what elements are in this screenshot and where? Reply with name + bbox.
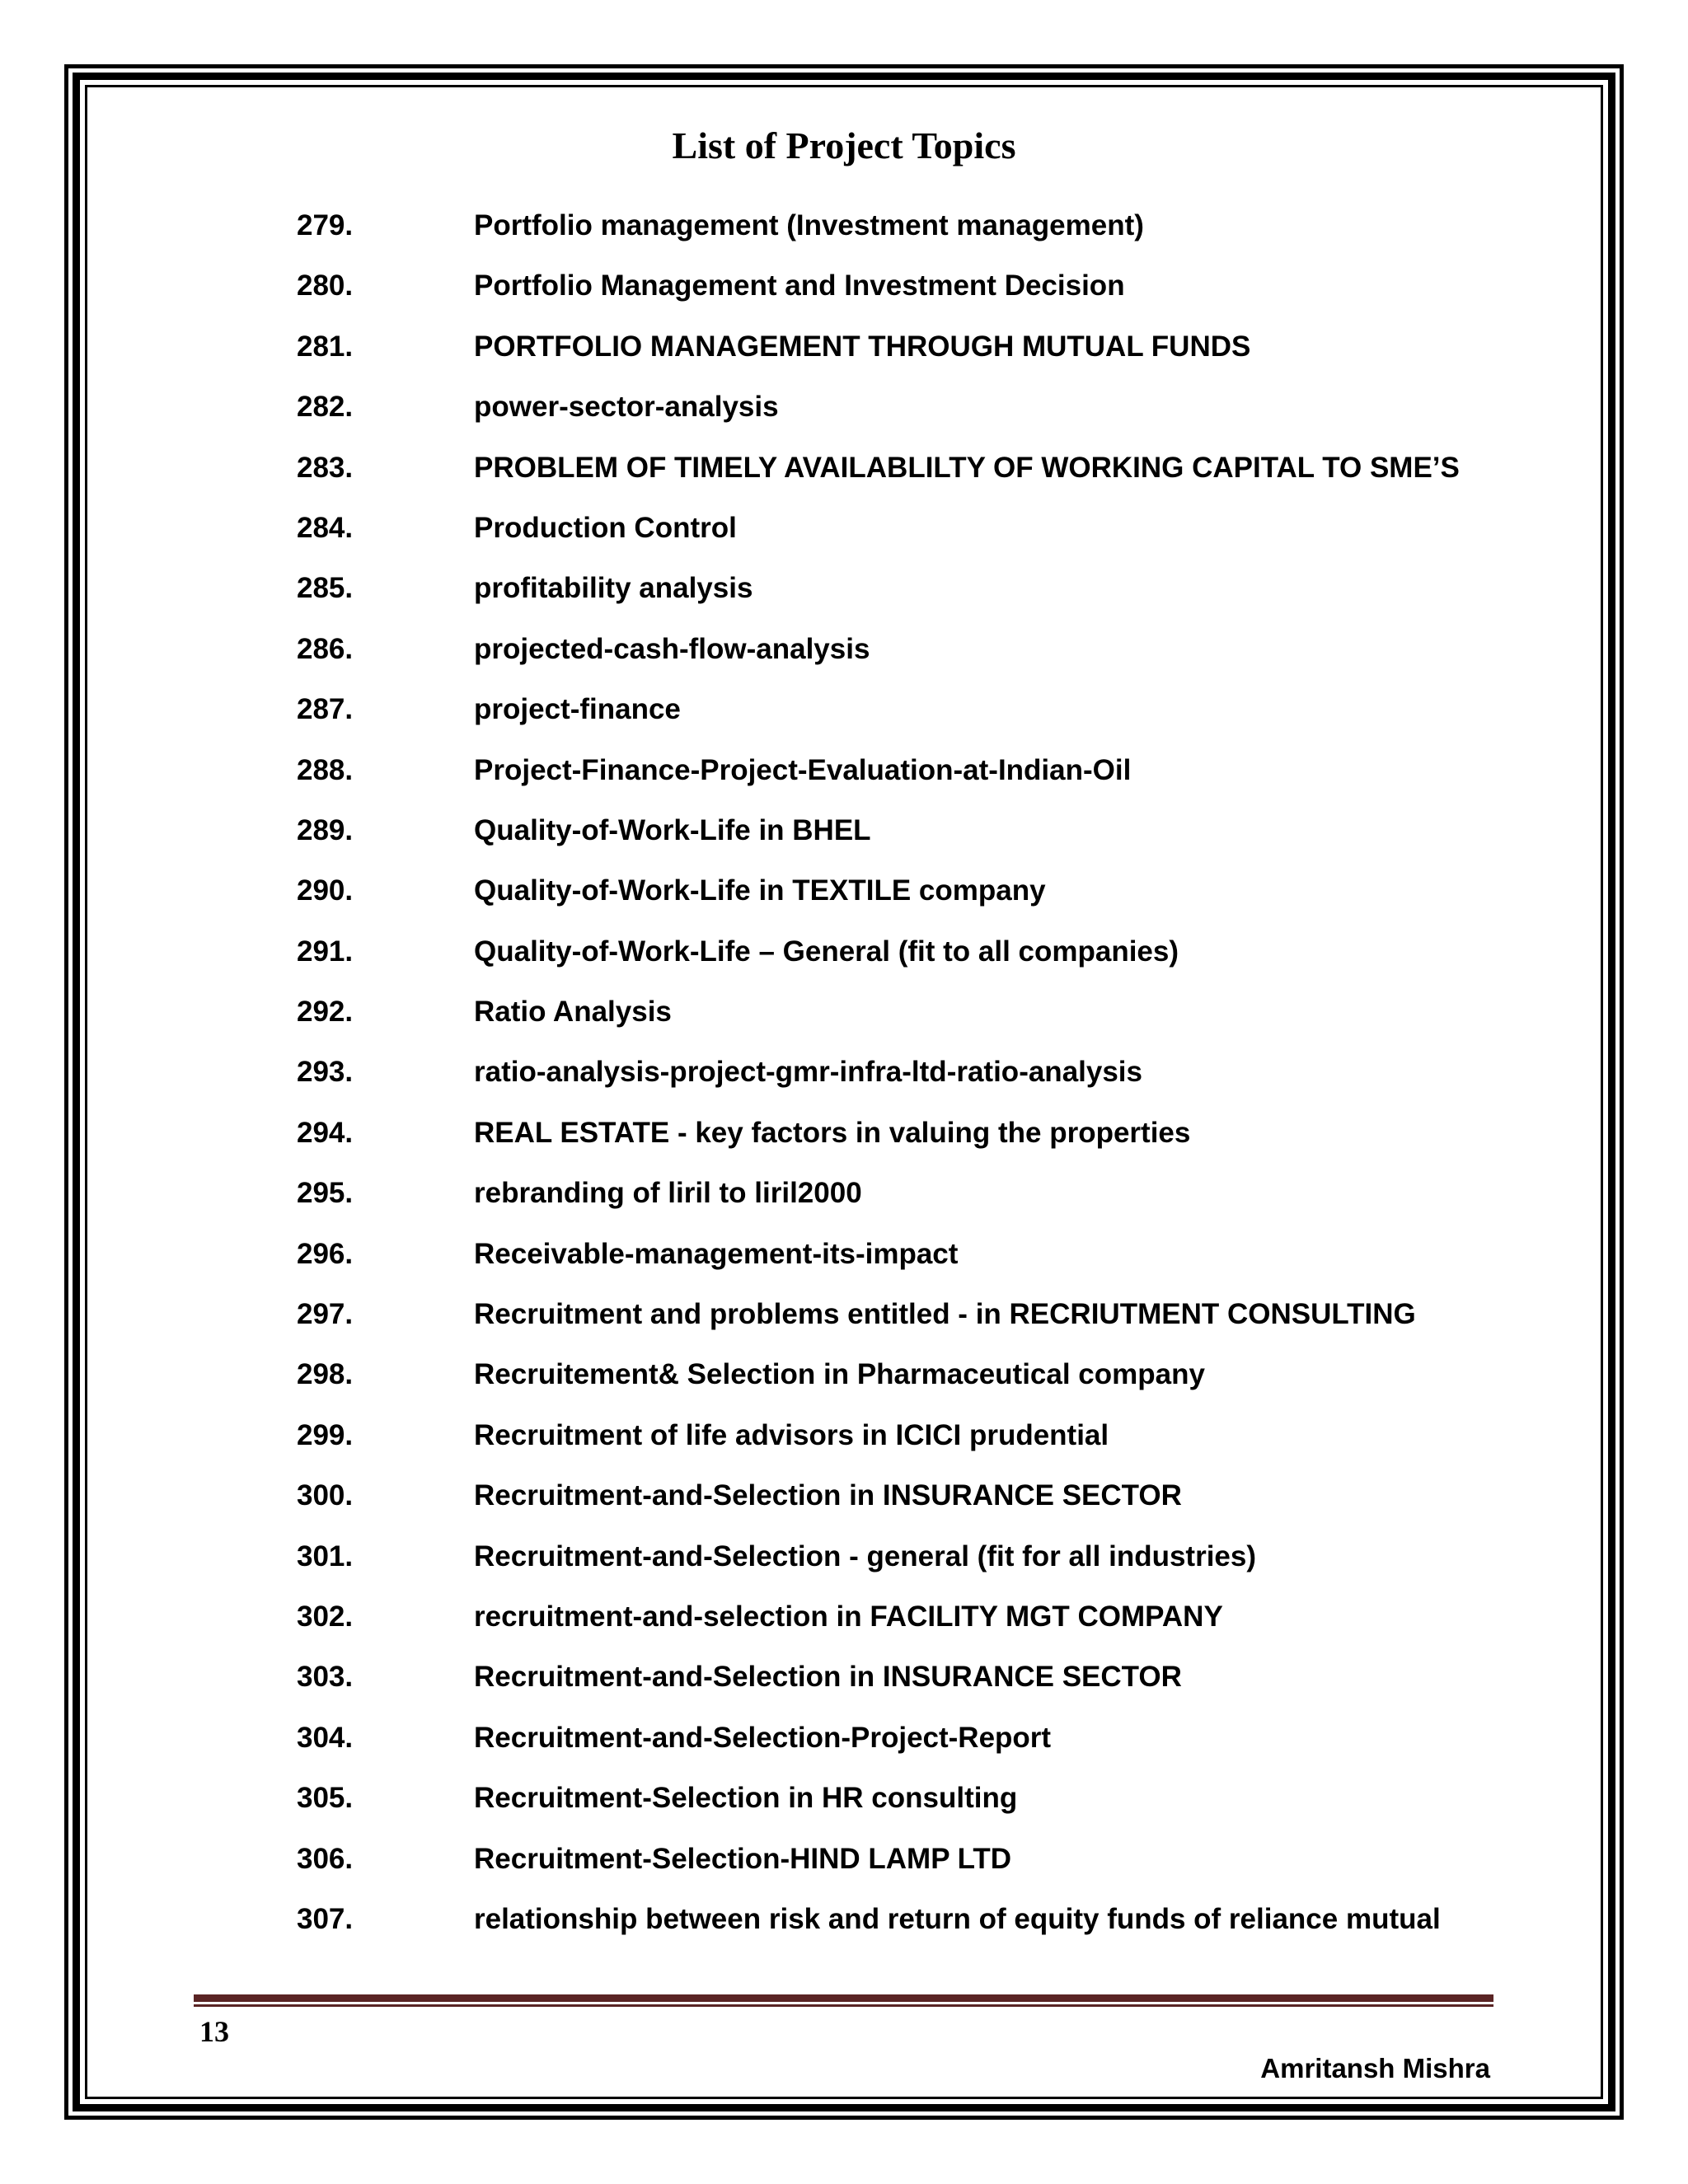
topic-row <box>0 1047 1688 1108</box>
topic-number: 291. <box>297 935 354 968</box>
topic-row <box>0 866 1688 926</box>
topic-row <box>0 382 1688 443</box>
topic-title: profitability analysis <box>474 572 753 605</box>
topic-title: relationship between risk and return of equity funds of reliance mutual <box>474 1902 1441 1935</box>
topic-title: rebranding of liril to liril2000 <box>474 1177 862 1210</box>
topic-number: 299. <box>297 1418 354 1451</box>
topic-row <box>0 625 1688 685</box>
topic-number: 284. <box>297 511 354 544</box>
topic-row <box>0 927 1688 987</box>
topic-row <box>0 1169 1688 1229</box>
topic-number: 292. <box>297 996 354 1029</box>
topic-row <box>0 443 1688 504</box>
topic-number: 283. <box>297 451 354 484</box>
topic-title: project-finance <box>474 693 681 726</box>
topic-number: 280. <box>297 269 354 302</box>
topic-title: power-sector-analysis <box>474 391 779 424</box>
topic-title: projected-cash-flow-analysis <box>474 632 870 665</box>
topic-title: Project-Finance-Project-Evaluation-at-Indian-Oil <box>474 753 1132 786</box>
topic-row <box>0 1592 1688 1652</box>
topic-row <box>0 1108 1688 1169</box>
topic-title: Recruitment-and-Selection - general (fit for all industries) <box>474 1540 1257 1572</box>
topic-number: 290. <box>297 874 354 907</box>
topic-title: Recruitment of life advisors in ICICI prudential <box>474 1418 1109 1451</box>
topic-title: Portfolio Management and Investment Decision <box>474 269 1125 302</box>
topic-row <box>0 1895 1688 1955</box>
topic-title: Quality-of-Work-Life in TEXTILE company <box>474 874 1046 907</box>
topic-title: Ratio Analysis <box>474 996 672 1029</box>
topic-title: Production Control <box>474 511 737 544</box>
topic-number: 298. <box>297 1358 354 1391</box>
topic-title: recruitment-and-selection in FACILITY MGT COMPANY <box>474 1600 1223 1633</box>
topic-number: 285. <box>297 572 354 605</box>
topic-number: 300. <box>297 1479 354 1512</box>
topic-title: PROBLEM OF TIMELY AVAILABLILTY OF WORKING CAPITAL TO SME’S <box>474 451 1460 484</box>
topic-number: 307. <box>297 1902 354 1935</box>
topic-number: 302. <box>297 1600 354 1633</box>
topic-title: Recruitement& Selection in Pharmaceutical company <box>474 1358 1205 1391</box>
topic-number: 279. <box>297 209 354 241</box>
page-number: 13 <box>199 2015 229 2048</box>
topic-title: Recruitment-Selection-HIND LAMP LTD <box>474 1842 1012 1875</box>
topic-title: Portfolio management (Investment management) <box>474 209 1144 241</box>
page-title: List of Project Topics <box>672 124 1016 166</box>
topic-row <box>0 1774 1688 1834</box>
topic-list <box>0 201 1688 1955</box>
topic-row <box>0 1532 1688 1592</box>
topic-row <box>0 1835 1688 1895</box>
footer-rule <box>194 1994 1493 2002</box>
topic-number: 301. <box>297 1540 354 1572</box>
topic-row <box>0 1411 1688 1471</box>
topic-row <box>0 1713 1688 1774</box>
topic-title: Receivable-management-its-impact <box>474 1237 959 1270</box>
topic-title: Recruitment-Selection in HR consulting <box>474 1782 1018 1815</box>
topic-number: 288. <box>297 753 354 786</box>
topic-row <box>0 685 1688 745</box>
topic-title: Recruitment-and-Selection in INSURANCE SECTOR <box>474 1479 1182 1512</box>
topic-row <box>0 1652 1688 1713</box>
topic-title: ratio-analysis-project-gmr-infra-ltd-ratio-analysis <box>474 1056 1142 1089</box>
topic-number: 287. <box>297 693 354 726</box>
topic-number: 286. <box>297 632 354 665</box>
topic-number: 295. <box>297 1177 354 1210</box>
topic-number: 281. <box>297 330 354 363</box>
topic-row <box>0 1350 1688 1410</box>
topic-row <box>0 504 1688 564</box>
topic-title: Recruitment-and-Selection in INSURANCE SECTOR <box>474 1661 1182 1694</box>
topic-number: 297. <box>297 1298 354 1331</box>
topic-number: 303. <box>297 1661 354 1694</box>
topic-number: 289. <box>297 813 354 846</box>
topic-row <box>0 1290 1688 1350</box>
topic-number: 293. <box>297 1056 354 1089</box>
footer-rule-thin <box>194 2004 1493 2007</box>
topic-row <box>0 261 1688 321</box>
topic-row <box>0 1230 1688 1290</box>
topic-row <box>0 987 1688 1047</box>
topic-title: REAL ESTATE - key factors in valuing the properties <box>474 1116 1191 1149</box>
topic-row <box>0 564 1688 624</box>
topic-row <box>0 201 1688 261</box>
topic-row <box>0 322 1688 382</box>
topic-title: Quality-of-Work-Life – General (fit to all companies) <box>474 935 1179 968</box>
topic-row <box>0 806 1688 866</box>
topic-row <box>0 746 1688 806</box>
topic-number: 282. <box>297 391 354 424</box>
topic-row <box>0 1471 1688 1531</box>
topic-title: Quality-of-Work-Life in BHEL <box>474 813 871 846</box>
topic-number: 294. <box>297 1116 354 1149</box>
topic-title: PORTFOLIO MANAGEMENT THROUGH MUTUAL FUNDS <box>474 330 1251 363</box>
topic-number: 304. <box>297 1721 354 1754</box>
topic-title: Recruitment-and-Selection-Project-Report <box>474 1721 1052 1754</box>
author-name: Amritansh Mishra <box>1260 2053 1490 2083</box>
topic-number: 305. <box>297 1782 354 1815</box>
topic-number: 306. <box>297 1842 354 1875</box>
topic-number: 296. <box>297 1237 354 1270</box>
topic-title: Recruitment and problems entitled - in RECRIUTMENT CONSULTING <box>474 1298 1416 1331</box>
